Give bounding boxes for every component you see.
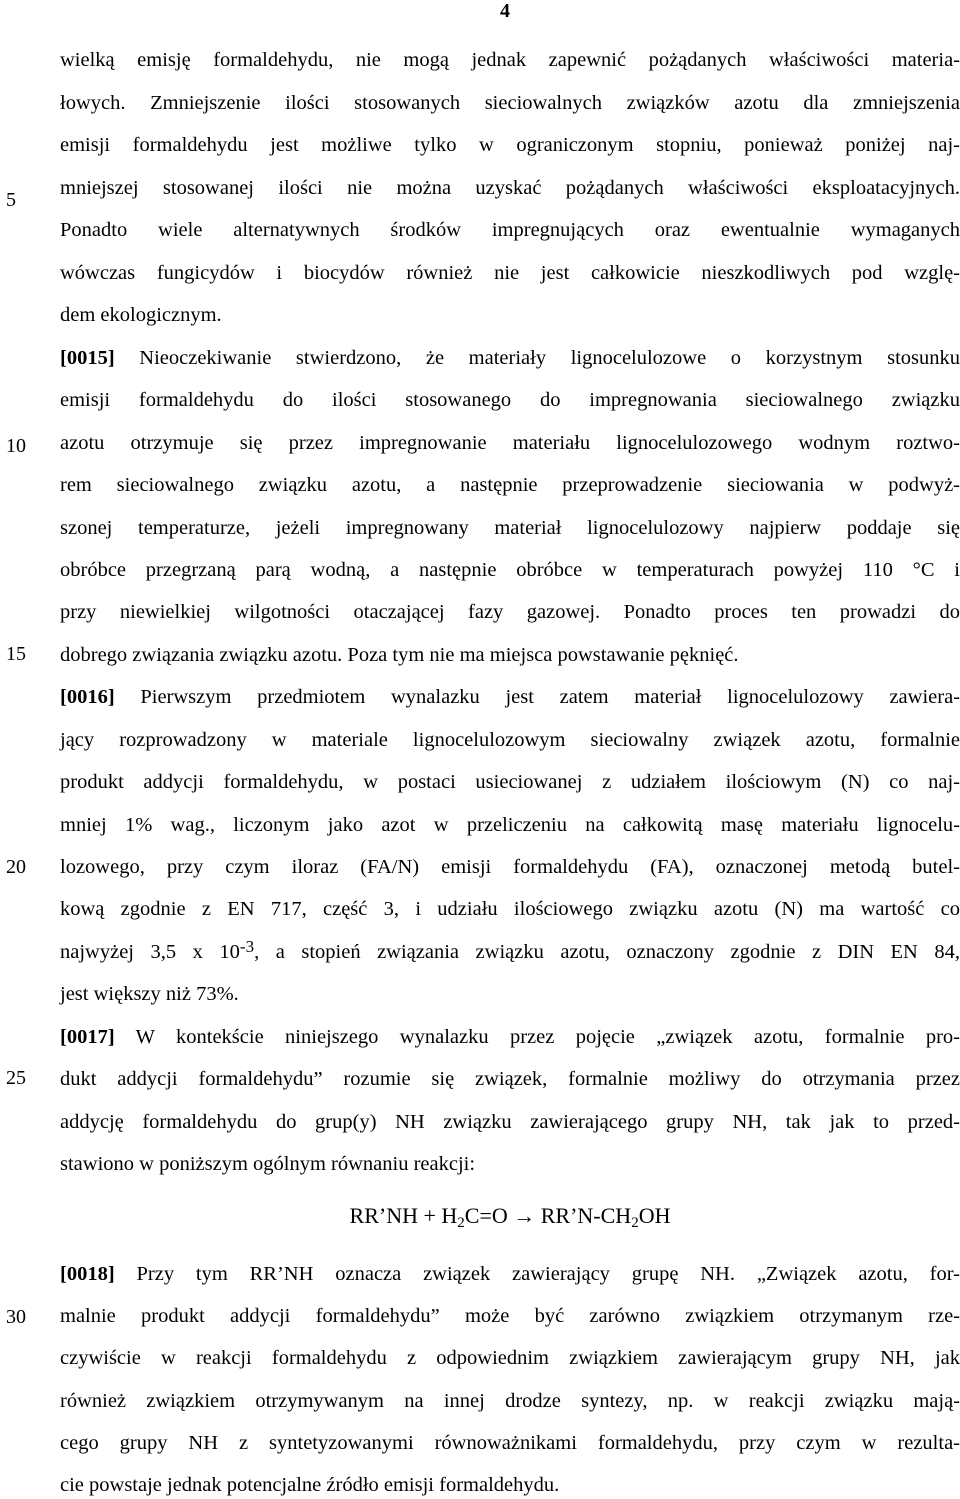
text-line: czywiście w reakcji formaldehydu z odpowiednim związkiem zawierającym grupy NH, jak — [60, 1347, 960, 1369]
line-number: 10 — [6, 435, 26, 457]
text-line: dukt addycji formaldehydu” rozumie się związek, formalnie możliwy do otrzymania przez — [60, 1068, 960, 1090]
text-line: obróbce przegrzaną parą wodną, a następnie obróbce w temperaturach powyżej 110 °C i — [60, 559, 960, 581]
text-line: cie powstaje jednak potencjalne źródło emisji formaldehydu. — [60, 1474, 560, 1496]
line-number: 30 — [6, 1306, 26, 1328]
paragraph-0016-line: [0016] Pierwszym przedmiotem wynalazku jest zatem materiał lignocelulozowy zawiera- — [60, 686, 960, 708]
text-line: addycję formaldehydu do grup(y) NH związku zawierającego grupy NH, tak jak to przed- — [60, 1111, 960, 1133]
line-number: 5 — [6, 189, 16, 211]
text-line: najwyżej 3,5 x $10^{-3}$, a stopień związania związku azotu, oznaczony zgodnie z DIN EN 84, — [60, 937, 960, 963]
text-line: emisji formaldehydu jest możliwe tylko w ograniczonym stopniu, ponieważ poniżej naj- — [60, 134, 960, 156]
text-line: lozowego, przy czym iloraz (FA/N) emisji formaldehydu (FA), oznaczonej metodą butel- — [60, 856, 960, 878]
paragraph-tag: [0015] — [60, 347, 115, 369]
paragraph-tag: [0017] — [60, 1026, 115, 1048]
text-line: łowych. Zmniejszenie ilości stosowanych sieciowalnych związków azotu dla zmniejszenia — [60, 92, 960, 114]
line-number: 25 — [6, 1067, 26, 1089]
text-line: emisji formaldehydu do ilości stosowanego do impregnowania sieciowalnego związku — [60, 389, 960, 411]
text-line: rem sieciowalnego związku azotu, a następnie przeprowadzenie sieciowania w podwyż- — [60, 474, 960, 496]
text-line: mniej 1% wag., liczonym jako azot w przeliczeniu na całkowitą masę materiału lignocelu- — [60, 814, 960, 836]
paragraph-0017-line: [0017] W kontekście niniejszego wynalazku przez pojęcie „związek azotu, formalnie pro- — [60, 1026, 960, 1048]
text-line: przy niewielkiej wilgotności otaczającej fazy gazowej. Ponadto proces ten prowadzi do — [60, 601, 960, 623]
text-line: dem ekologicznym. — [60, 304, 222, 326]
page-number: 4 — [500, 0, 510, 22]
text-line: kową zgodnie z EN 717, część 3, i udziału ilościowego związku azotu (N) ma wartość co — [60, 898, 960, 920]
text-line: produkt addycji formaldehydu, w postaci usieciowanej z udziałem ilościowym (N) co naj- — [60, 771, 960, 793]
text-line: cego grupy NH z syntetyzowanymi równoważnikami formaldehydu, przy czym w rezulta- — [60, 1432, 960, 1454]
text-line: jący rozprowadzony w materiale lignocelulozowym sieciowalny związek azotu, formalnie — [60, 729, 960, 751]
text-line: Ponadto wiele alternatywnych środków impregnujących oraz ewentualnie wymaganych — [60, 219, 960, 241]
text-line: malnie produkt addycji formaldehydu” może być zarówno związkiem otrzymanym rze- — [60, 1305, 960, 1327]
paragraph-tag: [0016] — [60, 686, 115, 708]
text-line: również związkiem otrzymywanym na innej drodze syntezy, np. w reakcji związku mają- — [60, 1390, 960, 1412]
text-line: azotu otrzymuje się przez impregnowanie materiału lignocelulozowego wodnym roztwo- — [60, 432, 960, 454]
text-line: mniejszej stosowanej ilości nie można uzyskać pożądanych właściwości eksploatacyjnych. — [60, 177, 960, 199]
paragraph-0018-line: [0018] Przy tym RR’NH oznacza związek zawierający grupę NH. „Związek azotu, for- — [60, 1263, 960, 1285]
text-line: szonej temperaturze, jeżeli impregnowany materiał lignocelulozowy najpierw poddaje się — [60, 517, 960, 539]
line-number: 20 — [6, 856, 26, 878]
text-line: stawiono w poniższym ogólnym równaniu reakcji: — [60, 1153, 476, 1175]
text-line: wówczas fungicydów i biocydów również nie jest całkowicie nieszkodliwych pod wzglę- — [60, 262, 960, 284]
line-number: 15 — [6, 643, 26, 665]
text-line: wielką emisję formaldehydu, nie mogą jednak zapewnić pożądanych właściwości materia- — [60, 49, 960, 71]
exponent: -3 — [239, 937, 255, 956]
reaction-equation: RR’NH + $H_2C=O$ → $RR’N-CH_2OH$ — [349, 1203, 671, 1231]
text-line: jest większy niż 73%. — [60, 983, 239, 1005]
paragraph-0015-line: [0015] Nieoczekiwanie stwierdzono, że materiały lignocelulozowe o korzystnym stosunku — [60, 347, 960, 369]
text-line: dobrego związania związku azotu. Poza tym nie ma miejsca powstawanie pęknięć. — [60, 644, 739, 666]
paragraph-tag: [0018] — [60, 1263, 115, 1285]
